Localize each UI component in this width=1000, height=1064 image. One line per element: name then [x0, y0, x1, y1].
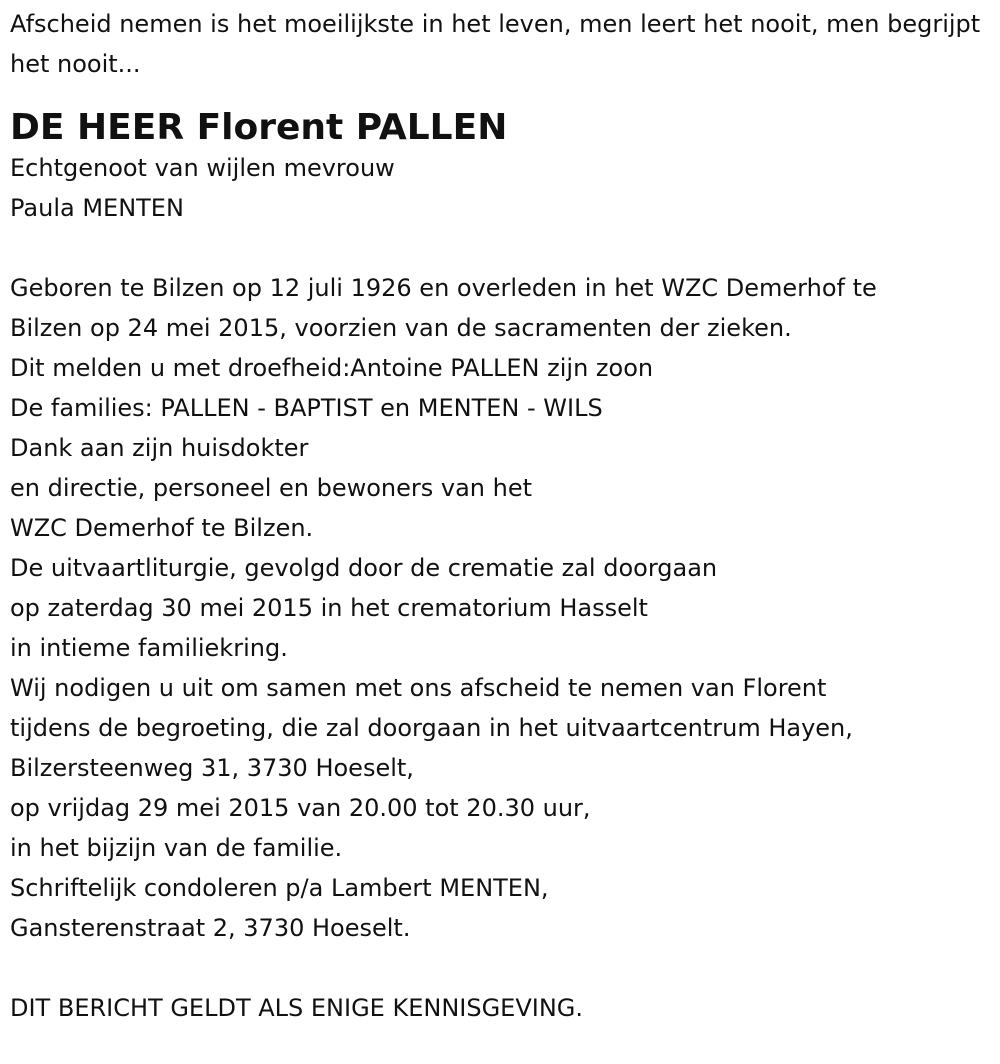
body-line: Dit melden u met droefheid:Antoine PALLEN zijn zoon — [10, 354, 654, 382]
death-notice — [10, 4, 990, 1028]
body-line: op vrijdag 29 mei 2015 van 20.00 tot 20.30 uur, — [10, 794, 591, 822]
body-line: De uitvaartliturgie, gevolgd door de crematie zal doorgaan — [10, 554, 718, 582]
body-line: Schriftelijk condoleren p/a Lambert MENTEN, — [10, 874, 549, 902]
spouse-line-2: Paula MENTEN — [10, 194, 184, 222]
body-line: Wij nodigen u uit om samen met ons afscheid te nemen van Florent — [10, 674, 827, 702]
body-line: Gansterenstraat 2, 3730 Hoeselt. — [10, 914, 411, 942]
body-line: Bilzersteenweg 31, 3730 Hoeselt, — [10, 754, 414, 782]
body-line: WZC Demerhof te Bilzen. — [10, 514, 314, 542]
spacer — [10, 948, 990, 988]
spacer — [10, 228, 990, 268]
spouse-line-1: Echtgenoot van wijlen mevrouw — [10, 154, 395, 182]
deceased-name: DE HEER Florent PALLEN — [10, 107, 508, 148]
body-line: De families: PALLEN - BAPTIST en MENTEN - WILS — [10, 394, 603, 422]
body-line: Geboren te Bilzen op 12 juli 1926 en overleden in het WZC Demerhof te — [10, 274, 877, 302]
body-line: in het bijzijn van de familie. — [10, 834, 343, 862]
intro-quote: Afscheid nemen is het moeilijkste in het leven, men leert het nooit, men begrijpt het nooit... — [10, 10, 981, 78]
body-line: in intieme familiekring. — [10, 634, 288, 662]
body-line: tijdens de begroeting, die zal doorgaan in het uitvaartcentrum Hayen, — [10, 714, 853, 742]
body-line: Dank aan zijn huisdokter — [10, 434, 309, 462]
body-line: en directie, personeel en bewoners van het — [10, 474, 533, 502]
body-line: op zaterdag 30 mei 2015 in het crematorium Hasselt — [10, 594, 648, 622]
body-line: Bilzen op 24 mei 2015, voorzien van de sacramenten der zieken. — [10, 314, 792, 342]
closing-statement: DIT BERICHT GELDT ALS ENIGE KENNISGEVING. — [10, 994, 584, 1022]
